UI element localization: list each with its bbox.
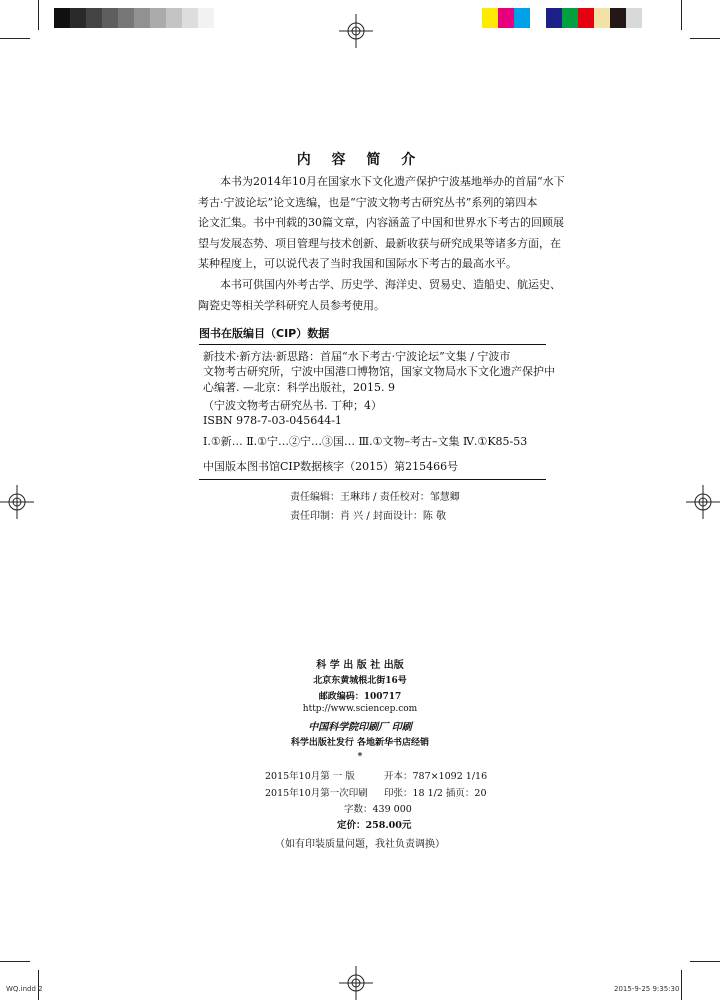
cip-rule-bottom [199,479,546,480]
color-swatch [198,8,214,28]
process-color-bar [482,8,642,28]
printing: 2015年10月第一次印刷 [265,788,368,799]
publisher-address: 北京东黄城根北街16号 [313,676,407,686]
cip-line: （宁波文物考古研究丛书. 丁种；4） [203,399,382,412]
crop-mark [681,970,682,1000]
publisher-name: 科 学 出 版 社 出版 [316,660,404,671]
color-swatch [134,8,150,28]
edition: 2015年10月第 一 版 [265,771,355,782]
color-swatch [150,8,166,28]
cip-line: 文物考古研究所，宁波中国港口博物馆，国家文物局水下文化遗产保护中 [203,365,555,378]
grayscale-color-bar [54,8,214,28]
color-swatch [594,8,610,28]
summary-paragraph-2 [198,275,561,316]
publisher-website: http://www.sciencep.com [302,704,418,714]
print-design-credits: 责任印制：肖 兴 / 封面设计：陈 敬 [290,511,447,522]
color-swatch [530,8,546,28]
cip-record-number: 中国版本图书馆CIP数据核字（2015）第215466号 [203,460,459,473]
price: 定价：258.00元 [337,820,412,831]
crop-mark [0,961,30,962]
editor-credits: 责任编辑：王琳玮 / 责任校对：邹慧卿 [290,492,460,503]
format: 开本：787×1092 1/16 [384,771,488,782]
crop-mark [690,38,720,39]
word-count: 字数：439 000 [344,804,412,815]
color-swatch [546,8,562,28]
summary-line: 某种程度上，可以说代表了当时我国和国际水下考古的最高水平。 [198,257,517,270]
color-swatch [562,8,578,28]
summary-line: 论文汇集。书中刊载的30篇文章，内容涵盖了中国和世界水下考古的回顾展 [198,216,564,229]
cip-classification: Ⅰ.①新… Ⅱ.①宁…②宁…③国… Ⅲ.①文物–考古–文集 Ⅳ.①K85-53 [203,435,528,448]
registration-mark-top-icon [339,14,373,48]
color-swatch [578,8,594,28]
printer: 中国科学院印刷厂 印刷 [308,722,412,733]
crop-mark [0,38,30,39]
color-swatch [118,8,134,28]
cip-line: 心编著. —北京：科学出版社，2015. 9 [203,381,395,394]
file-name: WQ.indd 2 [6,985,43,993]
registration-mark-bottom-icon [339,966,373,1000]
color-swatch [514,8,530,28]
summary-title: 内 容 简 介 [296,152,424,168]
color-swatch [54,8,70,28]
summary-line: 考古·宁波论坛”论文选编，也是“宁波文物考古研究丛书”系列的第四本 [198,195,538,209]
publisher-postcode: 邮政编码：100717 [318,692,402,702]
color-swatch [498,8,514,28]
color-swatch [102,8,118,28]
separator-star: * [357,752,363,762]
summary-paragraph-1 [198,172,565,275]
color-swatch [86,8,102,28]
color-swatch [166,8,182,28]
registration-mark-right-icon [686,485,720,519]
summary-line: 本书可供国内外考古学、历史学、海洋史、贸易史、造船史、航运史、 [220,278,561,291]
sheets: 印张：18 1/2 插页：20 [384,788,487,799]
crop-mark [38,0,39,30]
summary-line: 望与发展态势、项目管理与技术创新、最新收获与研究成果等诸多方面，在 [198,236,561,250]
cip-line: 新技术·新方法·新思路：首届“水下考古·宁波论坛”文集 / 宁波市 [203,350,511,363]
crop-mark [681,0,682,30]
cip-heading: 图书在版编目（CIP）数据 [199,327,330,340]
crop-mark [690,961,720,962]
summary-line: 陶瓷史等相关学科研究人员参考使用。 [198,298,385,312]
color-swatch [482,8,498,28]
color-swatch [182,8,198,28]
cip-rule-top [199,344,546,345]
quality-notice: （如有印装质量问题，我社负责调换） [275,839,445,850]
distribution: 科学出版社发行 各地新华书店经销 [290,738,430,748]
color-swatch [70,8,86,28]
color-swatch [610,8,626,28]
timestamp: 2015-9-25 9:35:30 [614,985,680,993]
color-swatch [626,8,642,28]
cip-isbn: ISBN 978-7-03-045644-1 [203,414,342,427]
registration-mark-left-icon [0,485,34,519]
summary-line: 本书为2014年10月在国家水下文化遗产保护宁波基地举办的首届“水下 [220,175,565,188]
